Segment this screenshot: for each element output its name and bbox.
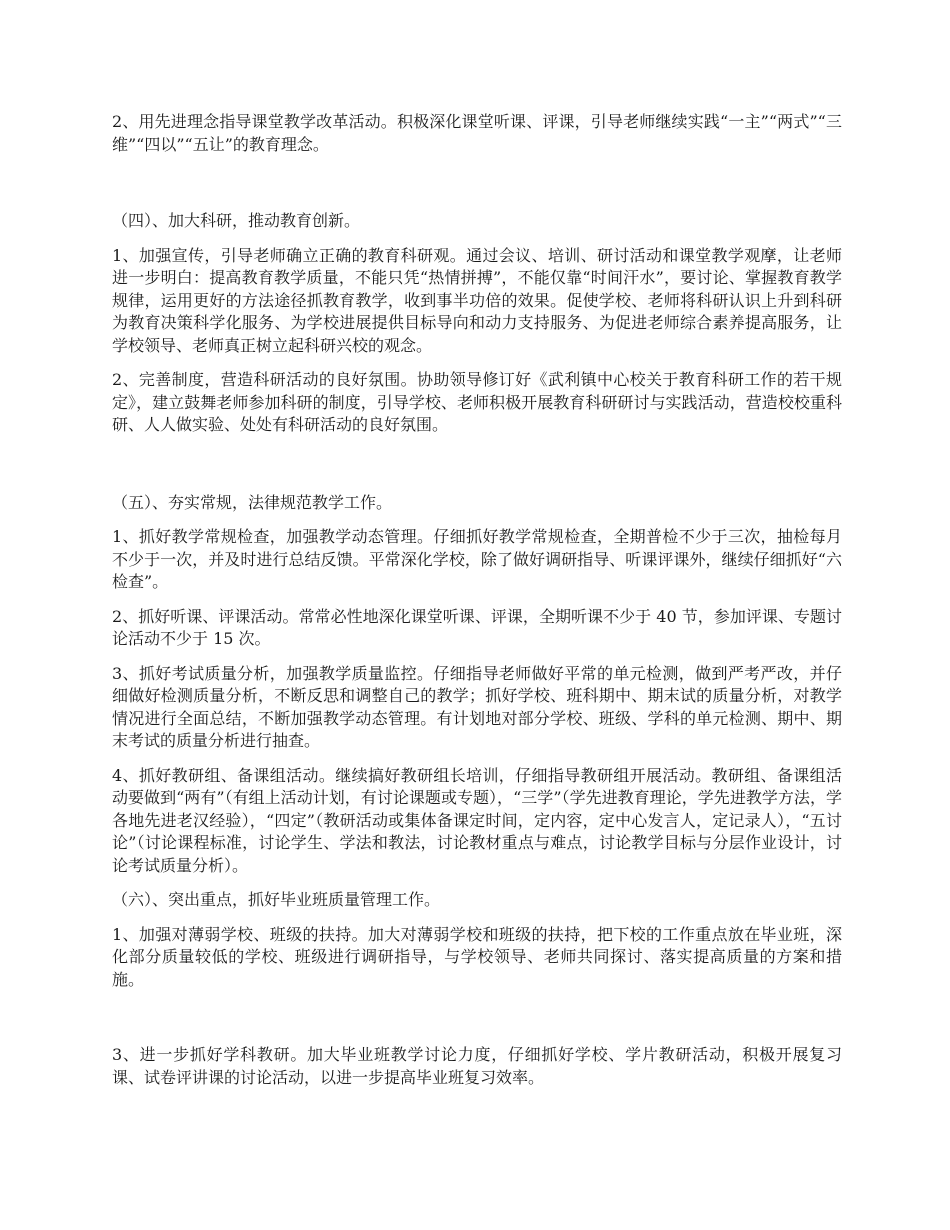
section-heading-research: （四）、加大科研，推动教育创新。 <box>112 211 361 230</box>
paragraph-teaching-groups: 4、抓好教研组、备课组活动。继续搞好教研组长培训，仔细指导教研组开展活动。教研组、备课组活动要做到“两有”（有组上活动计划，有讨论课题或专题），“三学”（学先进教育理论，学先进教学方法，学各地先进老汉经验），“四定”（教研活动或集体备课定时间，定内容，定中心发言人，定记录人），“五讨论”（讨论课程标准，讨论学生、学法和教法，讨论教材重点与难点，讨论教学目标与分层作业设计，讨论考试质量分析）。 <box>112 765 842 875</box>
paragraph-research-publicity: 1、加强宣传，引导老师确立正确的教育科研观。通过会议、培训、研讨活动和课堂教学观摩，让老师进一步明白：提高教育教学质量，不能只凭“热情拼搏”，不能仅靠“时间汗水”，要讨论、掌握教育教学规律，运用更好的方法途径抓教育教学，收到事半功倍的效果。促使学校、老师将科研认识上升到科研为教育决策科学化服务、为学校进展提供目标导向和动力支持服务、为促进老师综合素养提高服务，让学校领导、老师真正树立起科研兴校的观念。 <box>112 245 842 355</box>
document-page <box>112 111 842 1089</box>
paragraph-research-system: 2、完善制度，营造科研活动的良好氛围。协助领导修订好《武利镇中心校关于教育科研工作的若干规定》，建立鼓舞老师参加科研的制度，引导学校、老师积极开展教育科研研讨与实践活动，营造校校重科研、人人做实验、处处有科研活动的良好氛围。 <box>112 370 842 434</box>
paragraph-exam-analysis: 3、抓好考试质量分析，加强教学质量监控。仔细指导老师做好平常的单元检测，做到严考严改，并仔细做好检测质量分析，不断反思和调整自己的教学；抓好学校、班科期中、期末试的质量分析，对教学情况进行全面总结，不断加强教学动态管理。有计划地对部分学校、班级、学科的单元检测、期中、期末考试的质量分析进行抽查。 <box>112 663 842 750</box>
section-heading-routine: （五）、夯实常规，法律规范教学工作。 <box>112 492 393 512</box>
paragraph-subject-research: 3、进一步抓好学科教研。加大毕业班教学讨论力度，仔细抓好学校、学片教研活动，积极开展复习课、试卷评讲课的讨论活动，以进一步提高毕业班复习效率。 <box>112 1045 842 1087</box>
paragraph-teaching-reform: 2、用先进理念指导课堂教学改革活动。积极深化课堂听课、评课，引导老师继续实践“一主”“两式”“三维”“四以”“五让”的教育理念。 <box>112 112 842 154</box>
paragraph-routine-check: 1、抓好教学常规检查，加强教学动态管理。仔细抓好教学常规检查，全期普检不少于三次，抽检每月不少于一次，并及时进行总结反馈。平常深化学校，除了做好调研指导、听课评课外，继续仔细抓好“六检查”。 <box>112 527 842 591</box>
paragraph-weak-schools: 1、加强对薄弱学校、班级的扶持。加大对薄弱学校和班级的扶持，把下校的工作重点放在毕业班，深化部分质量较低的学校、班级进行调研指导，与学校领导、老师共同探讨、落实提高质量的方案和措施。 <box>112 924 842 989</box>
paragraph-lesson-observation: 2、抓好听课、评课活动。常常必性地深化课堂听课、评课，全期听课不少于 40 节，参加评课、专题讨论活动不少于 15 次。 <box>112 606 842 648</box>
section-heading-graduating-class: （六）、突出重点，抓好毕业班质量管理工作。 <box>112 890 441 909</box>
